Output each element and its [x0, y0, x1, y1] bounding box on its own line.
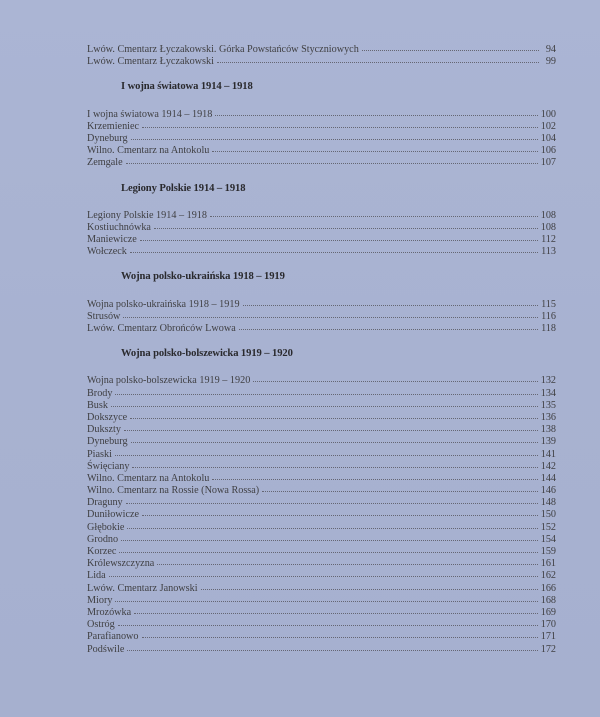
toc-entry-page: 148: [540, 497, 556, 509]
toc-entry-page: 107: [540, 157, 556, 169]
dot-leader: [132, 459, 537, 468]
toc-entry-title: Lwów. Cmentarz Łyczakowski. Górka Powstańców Styczniowych: [87, 44, 359, 55]
dot-leader: [243, 297, 539, 306]
toc-entry-title: Grodno: [87, 533, 119, 545]
dot-leader: [253, 373, 537, 382]
toc-entry-page: 108: [540, 221, 556, 233]
dot-leader: [212, 143, 537, 152]
toc-entry-title: Wilno. Cmentarz na Antokolu: [87, 472, 210, 484]
toc-entry-title: Lwów. Cmentarz Janowski: [87, 582, 198, 594]
dot-leader: [121, 532, 538, 541]
toc-entry: [87, 245, 556, 257]
toc-entry: [87, 643, 556, 655]
dot-leader: [123, 309, 538, 318]
dot-leader: [115, 386, 537, 395]
toc-entry-title: Dokszyce: [87, 411, 128, 423]
toc-entry-page: 102: [540, 120, 556, 132]
toc-entry-title: Ostróg: [87, 619, 115, 631]
toc-entry-title: Kostiuchnówka: [87, 221, 151, 233]
toc-entry-page: 169: [540, 606, 556, 618]
toc-entry-page: 141: [540, 448, 556, 460]
dot-leader: [118, 617, 538, 626]
dot-leader: [140, 232, 538, 241]
dot-leader: [115, 593, 537, 602]
toc-entry-page: 136: [540, 411, 556, 423]
toc-entry-page: 100: [540, 108, 556, 120]
dot-leader: [131, 434, 538, 443]
dot-leader: [130, 244, 538, 253]
dot-leader: [126, 495, 538, 504]
section-heading: Wojna polsko-ukraińska 1918 – 1919: [121, 271, 285, 283]
toc-entry: [87, 322, 556, 334]
dot-leader: [127, 642, 537, 651]
toc-entry-title: Draguny: [87, 497, 123, 509]
toc-entry-title: Dyneburg: [87, 132, 128, 144]
toc-entry-title: Duniłowicze: [87, 509, 140, 521]
toc-entry-page: 135: [540, 399, 556, 411]
toc-entry-page: 144: [540, 472, 556, 484]
dot-leader: [215, 107, 537, 116]
table-of-contents: [87, 43, 556, 655]
toc-entry-page: 116: [541, 310, 556, 322]
toc-entry-title: Wilno. Cmentarz na Antokolu: [87, 145, 210, 157]
section-heading: I wojna światowa 1914 – 1918: [121, 81, 253, 93]
toc-entry-page: 139: [540, 436, 556, 448]
toc-entry-page: 142: [540, 460, 556, 472]
toc-entry: [87, 55, 556, 67]
toc-entry-page: 154: [540, 533, 556, 545]
toc-entry-page: 134: [540, 387, 556, 399]
toc-entry-title: Strusów: [87, 310, 121, 322]
toc-entry-page: 115: [541, 298, 556, 310]
dot-leader: [109, 568, 538, 577]
section-gap: [87, 284, 556, 298]
section-gap: [87, 360, 556, 374]
toc-entry-page: 166: [540, 582, 556, 594]
toc-entry-page: 152: [540, 521, 556, 533]
dot-leader: [142, 507, 538, 516]
toc-entry-page: 99: [545, 56, 556, 68]
toc-entry-title: Święciany: [87, 460, 130, 472]
dot-leader: [262, 483, 538, 492]
toc-entry-title: Miory: [87, 594, 113, 606]
dot-leader: [142, 629, 538, 638]
dot-leader: [362, 42, 539, 51]
toc-entry-page: 168: [540, 594, 556, 606]
toc-entry-title: Korzec: [87, 546, 117, 557]
toc-entry-title: Parafianowo: [87, 631, 139, 643]
dot-leader: [115, 447, 538, 456]
toc-entry-title: Lwów. Cmentarz Łyczakowski: [87, 56, 214, 68]
dot-leader: [154, 220, 538, 229]
toc-entry-page: 171: [540, 631, 556, 643]
toc-entry-page: 150: [540, 509, 556, 521]
dot-leader: [212, 471, 537, 480]
dot-leader: [217, 54, 539, 63]
toc-entry-page: 113: [541, 246, 556, 258]
toc-entry-title: Krzemieniec: [87, 120, 140, 132]
toc-entry-page: 118: [541, 323, 556, 334]
toc-entry-page: 172: [540, 643, 556, 655]
toc-entry-title: Lida: [87, 570, 106, 582]
toc-entry-title: Brody: [87, 387, 113, 399]
dot-leader: [239, 321, 538, 330]
section-gap: [87, 195, 556, 209]
toc-entry-title: Wilno. Cmentarz na Rossie (Nowa Rossa): [87, 485, 260, 497]
toc-entry-page: 161: [540, 558, 556, 570]
toc-entry-title: Wojna polsko-ukraińska 1918 – 1919: [87, 298, 240, 310]
toc-entry-title: Wojna polsko-bolszewicka 1919 – 1920: [87, 375, 251, 387]
dot-leader: [126, 155, 538, 164]
toc-entry-page: 106: [540, 145, 556, 157]
section-gap: [87, 334, 556, 348]
dot-leader: [157, 556, 537, 565]
toc-entry-title: Legiony Polskie 1914 – 1918: [87, 209, 207, 221]
toc-entry-title: I wojna światowa 1914 – 1918: [87, 108, 213, 120]
dot-leader: [111, 398, 538, 407]
toc-entry: [87, 156, 556, 168]
section-gap: [87, 257, 556, 271]
toc-entry-title: Dyneburg: [87, 436, 128, 448]
toc-entry-page: 108: [540, 209, 556, 221]
dot-leader: [134, 605, 538, 614]
dot-leader: [201, 581, 538, 590]
toc-entry-title: Królewszczyzna: [87, 558, 155, 570]
toc-entry-page: 162: [540, 570, 556, 582]
section-heading: Legiony Polskie 1914 – 1918: [121, 182, 246, 194]
dot-leader: [142, 119, 538, 128]
toc-entry-title: Mrozówka: [87, 606, 132, 618]
toc-entry-title: Podświle: [87, 643, 125, 655]
toc-entry-title: Wołczeck: [87, 246, 127, 258]
toc-entry-page: 159: [540, 546, 556, 557]
toc-entry-title: Busk: [87, 399, 108, 411]
toc-entry-title: Głębokie: [87, 521, 125, 533]
dot-leader: [124, 422, 538, 431]
toc-entry-title: Piaski: [87, 448, 112, 460]
dot-leader: [130, 410, 538, 419]
dot-leader: [131, 131, 538, 140]
toc-entry-page: 104: [540, 132, 556, 144]
toc-entry-page: 146: [540, 485, 556, 497]
section-heading: Wojna polsko-bolszewicka 1919 – 1920: [121, 348, 293, 360]
section-gap: [87, 67, 556, 81]
toc-entry-title: Dukszty: [87, 424, 121, 436]
toc-entry-page: 132: [540, 375, 556, 387]
section-gap: [87, 94, 556, 108]
section-gap: [87, 169, 556, 183]
toc-entry-title: Lwów. Cmentarz Obrońców Lwowa: [87, 323, 236, 334]
toc-entry-page: 170: [540, 619, 556, 631]
dot-leader: [127, 520, 537, 529]
toc-entry-page: 112: [541, 234, 556, 246]
toc-entry-page: 138: [540, 424, 556, 436]
toc-entry-title: Zemgale: [87, 157, 123, 169]
dot-leader: [119, 544, 537, 553]
toc-entry-title: Maniewicze: [87, 234, 137, 246]
toc-entry-page: 94: [545, 44, 556, 55]
dot-leader: [210, 208, 538, 217]
